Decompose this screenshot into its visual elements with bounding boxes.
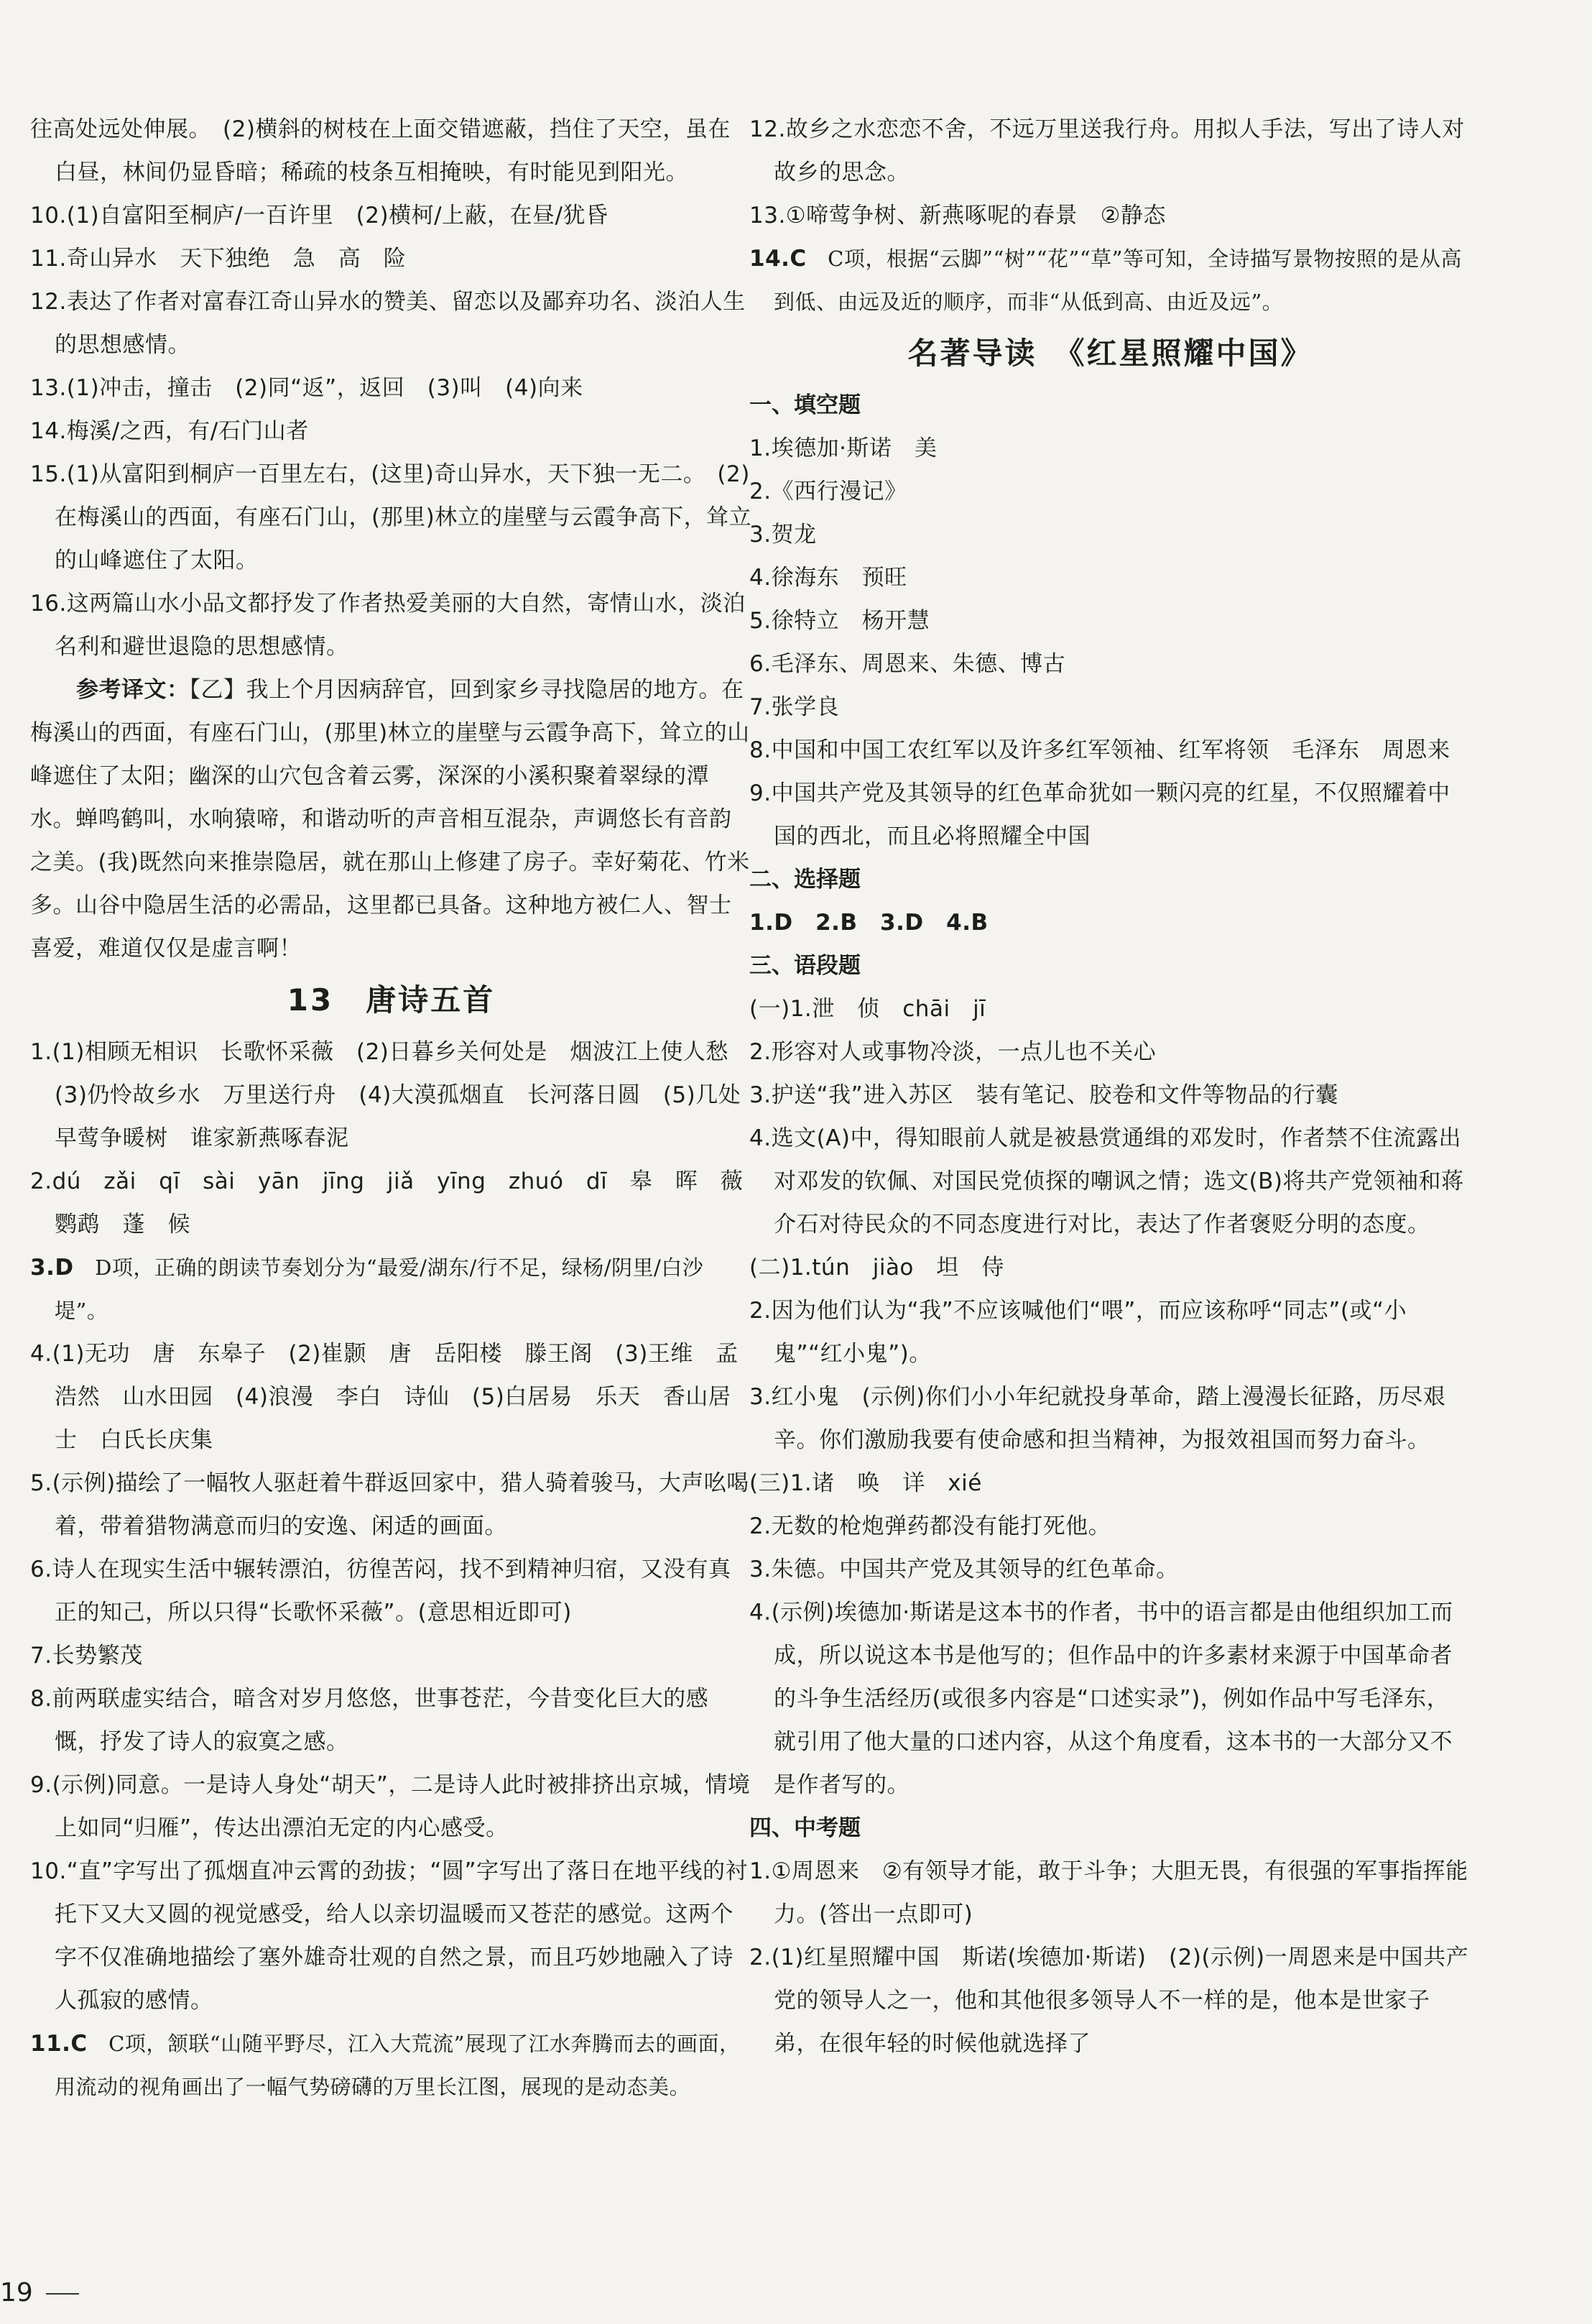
answer-item: 7.长势繁茂 bbox=[30, 1643, 143, 1669]
section-title: 名著导读 《红星照耀中国》 bbox=[907, 336, 1313, 371]
answer-item: 8.中国和中国工农红军以及许多红军领袖、红军将领 毛泽东 周恩来 bbox=[749, 737, 1450, 763]
answer-item: 13.①啼莺争树、新燕啄呢的春景 ②静态 bbox=[749, 203, 1166, 229]
translation-label: 参考译文： bbox=[76, 677, 190, 703]
answer-item: 10.(1)自富阳至桐庐/一百许里 (2)横柯/上蔽，在昼/犹昏 bbox=[30, 203, 608, 229]
answer-item: 2.因为他们认为“我”不应该喊他们“喂”，而应该称呼“同志”(或“小鬼”“红小鬼”)。 bbox=[749, 1298, 1407, 1367]
answer-item: (三)1.诸 唤 详 xié bbox=[749, 1470, 982, 1496]
section-heading: 三、语段题 bbox=[749, 953, 861, 979]
answer-item: 12.故乡之水恋恋不舍，不远万里送我行舟。用拟人手法，写出了诗人对故乡的思念。 bbox=[749, 116, 1465, 185]
answer-item: 11.奇山异水 天下独绝 急 高 险 bbox=[30, 246, 407, 272]
answer-item: 3.红小鬼 (示例)你们小小年纪就投身革命，踏上漫漫长征路，历尽艰辛。你们激励我要有使命感和担当精神，为报效祖国而努力奋斗。 bbox=[749, 1384, 1446, 1453]
answer-item: 3.护送“我”进入苏区 装有笔记、胶卷和文件等物品的行囊 bbox=[749, 1082, 1338, 1108]
answer-choice: 14.C bbox=[749, 246, 807, 272]
answer-item: 16.这两篇山水小品文都抒发了作者热爱美丽的大自然，寄情山水，淡泊名利和避世退隐的思想感情。 bbox=[30, 591, 746, 660]
answer-item: 6.诗人在现实生活中辗转漂泊，彷徨苦闷，找不到精神归宿，又没有真正的知己，所以只得“长歌怀采薇”。(意思相近即可) bbox=[30, 1557, 731, 1626]
answer-item: 13.(1)冲击，撞击 (2)同“返”，返回 (3)叫 (4)向来 bbox=[30, 375, 583, 401]
section-heading: 一、填空题 bbox=[749, 392, 861, 418]
answer-item: 3.朱德。中国共产党及其领导的红色革命。 bbox=[749, 1557, 1179, 1582]
answer-item: 9.(示例)同意。一是诗人身处“胡天”，二是诗人此时被排挤出京城，情境上如同“归雁”，传达出漂泊无定的内心感受。 bbox=[30, 1772, 751, 1841]
answer-item: 15.(1)从富阳到桐庐一百里左右，(这里)奇山异水，天下独一无二。 (2)在梅溪山的西面，有座石门山，(那里)林立的崖壁与云霞争高下，耸立的山峰遮住了太阳。 bbox=[30, 461, 752, 573]
translation-text: 【乙】我上个月因病辞官，回到家乡寻找隐居的地方。在梅溪山的西面，有座石门山，(那里)林立的崖壁与云霞争高下，耸立的山峰遮住了太阳；幽深的山穴包含着云雾，深深的小溪积聚着翠绿的潭水。蝉鸣鹤叫，水响猿啼，和谐动听的声音相互混杂，声调悠长有音韵之美。(我)既然向来推崇隐居，就在那山上修建了房子。幸好菊花、竹米多。山谷中隐居生活的必需品，这里都已具备。这种地方被仁人、智士喜爱，难道仅仅是虚言啊！ bbox=[30, 677, 750, 962]
answer-item: 往高处远处伸展。 (2)横斜的树枝在上面交错遮蔽，挡住了天空，虽在白昼，林间仍显昏暗；稀疏的枝条互相掩映，有时能见到阳光。 bbox=[30, 116, 731, 185]
answer-item: 2.dú zǎi qī sài yān jīng jiǎ yīng zhuó dī 皋 晖 薇 鹦鹉 蓬 候 bbox=[30, 1168, 766, 1237]
answer-explanation: D项，正确的朗读节奏划分为“最爱/湖东/行不足，绿杨/阴里/白沙堤”。 bbox=[55, 1255, 704, 1323]
answer-item: 4.选文(A)中，得知眼前人就是被悬赏通缉的邓发时，作者禁不住流露出对邓发的钦佩、对国民党侦探的嘲讽之情；选文(B)将共产党领袖和蒋介石对待民众的不同态度进行对比，表达了作者褒贬分明的态度。 bbox=[749, 1125, 1464, 1237]
answer-explanation: C项，颔联“山随平野尽，江入大荒流”展现了江水奔腾而去的画面，用流动的视角画出了一幅气势磅礴的万里长江图，展现的是动态美。 bbox=[55, 2032, 741, 2099]
answer-item: 4.(示例)埃德加·斯诺是这本书的作者，书中的语言都是由他组织加工而成，所以说这本书是他写的；但作品中的许多素材来源于中国革命者的斗争生活经历(或很多内容是“口述实录”)，例如作品中写毛泽东，就引用了他大量的口述内容，从这个角度看，这本书的一大部分又不是作者写的。 bbox=[749, 1600, 1453, 1798]
answer-item: 6.毛泽东、周恩来、朱德、博古 bbox=[749, 651, 1066, 677]
answer-item: 2.形容对人或事物冷淡，一点儿也不关心 bbox=[749, 1039, 1157, 1065]
answer-item: 5.徐特立 杨开慧 bbox=[749, 608, 930, 634]
answer-item bbox=[749, 237, 1471, 323]
answer-item: 14.梅溪/之西，有/石门山者 bbox=[30, 418, 309, 444]
answer-choice: 11.C bbox=[30, 2031, 88, 2057]
answer-item: 2.(1)红星照耀中国 斯诺(埃德加·斯诺) (2)(示例)一周恩来是中国共产党的领导人之一，他和其他很多领导人不一样的是，他本是世家子弟，在很年轻的时候他就选择了 bbox=[749, 1945, 1469, 2057]
reference-translation bbox=[30, 668, 752, 970]
answer-item: 4.徐海东 预旺 bbox=[749, 565, 907, 591]
answer-item: (二)1.tún jiào 坦 侍 bbox=[749, 1255, 1004, 1281]
answer-item: 9.中国共产党及其领导的红色革命犹如一颗闪亮的红星，不仅照耀着中国的西北，而且必将照耀全中国 bbox=[749, 780, 1450, 849]
answer-item: 1.(1)相顾无相识 长歌怀采薇 (2)日暮乡关何处是 烟波江上使人愁 (3)仍怜故乡水 万里送行舟 (4)大漠孤烟直 长河落日圆 (5)几处早莺争暖树 谁家新燕啄春泥 bbox=[30, 1039, 751, 1151]
answer-item: 1.D 2.B 3.D 4.B bbox=[749, 910, 989, 936]
answer-item: 7.张学良 bbox=[749, 694, 840, 720]
answer-item: 5.(示例)描绘了一幅牧人驱赶着牛群返回家中，猎人骑着骏马，大声吆喝着，带着猎物满意而归的安逸、闲适的画面。 bbox=[30, 1470, 749, 1539]
answer-explanation: C项，根据“云脚”“树”“花”“草”等可知，全诗描写景物按照的是从高到低、由远及近的顺序，而非“从低到高、由近及远”。 bbox=[774, 246, 1462, 314]
page-number: 19 bbox=[0, 2278, 79, 2307]
answer-item: (一)1.泄 侦 chāi jī bbox=[749, 996, 986, 1022]
left-column bbox=[30, 108, 766, 2108]
section-heading: 四、中考题 bbox=[749, 1815, 861, 1841]
answer-item: 1.①周恩来 ②有领导才能，敢于斗争；大胆无畏，有很强的军事指挥能力。(答出一点即可) bbox=[749, 1858, 1468, 1927]
answer-item: 8.前两联虚实结合，暗含对岁月悠悠，世事苍茫，今昔变化巨大的感慨，抒发了诗人的寂寞之感。 bbox=[30, 1686, 709, 1755]
section-title: 13 唐诗五首 bbox=[287, 982, 496, 1018]
right-column bbox=[749, 108, 1471, 2065]
answer-item: 4.(1)无功 唐 东皋子 (2)崔颢 唐 岳阳楼 滕王阁 (3)王维 孟浩然 山水田园 (4)浪漫 李白 诗仙 (5)白居易 乐天 香山居士 白氏长庆集 bbox=[30, 1341, 739, 1453]
answer-item: 1.埃德加·斯诺 美 bbox=[749, 435, 938, 461]
answer-item bbox=[30, 1246, 752, 1332]
answer-item: 10.“直”字写出了孤烟直冲云霄的劲拔；“圆”字写出了落日在地平线的衬托下又大又圆的视觉感受，给人以亲切温暖而又苍茫的感觉。这两个字不仅准确地描绘了塞外雄奇壮观的自然之景，而且巧妙地融入了诗人孤寂的感情。 bbox=[30, 1858, 749, 2014]
answer-item: 12.表达了作者对富春江奇山异水的赞美、留恋以及鄙弃功名、淡泊人生的思想感情。 bbox=[30, 289, 746, 358]
answer-item: 3.贺龙 bbox=[749, 522, 817, 548]
section-heading: 二、选择题 bbox=[749, 867, 861, 893]
answer-item: 2.《西行漫记》 bbox=[749, 479, 907, 504]
answer-choice: 3.D bbox=[30, 1255, 74, 1281]
answer-item bbox=[30, 2022, 752, 2108]
answer-item: 2.无数的枪炮弹药都没有能打死他。 bbox=[749, 1513, 1111, 1539]
